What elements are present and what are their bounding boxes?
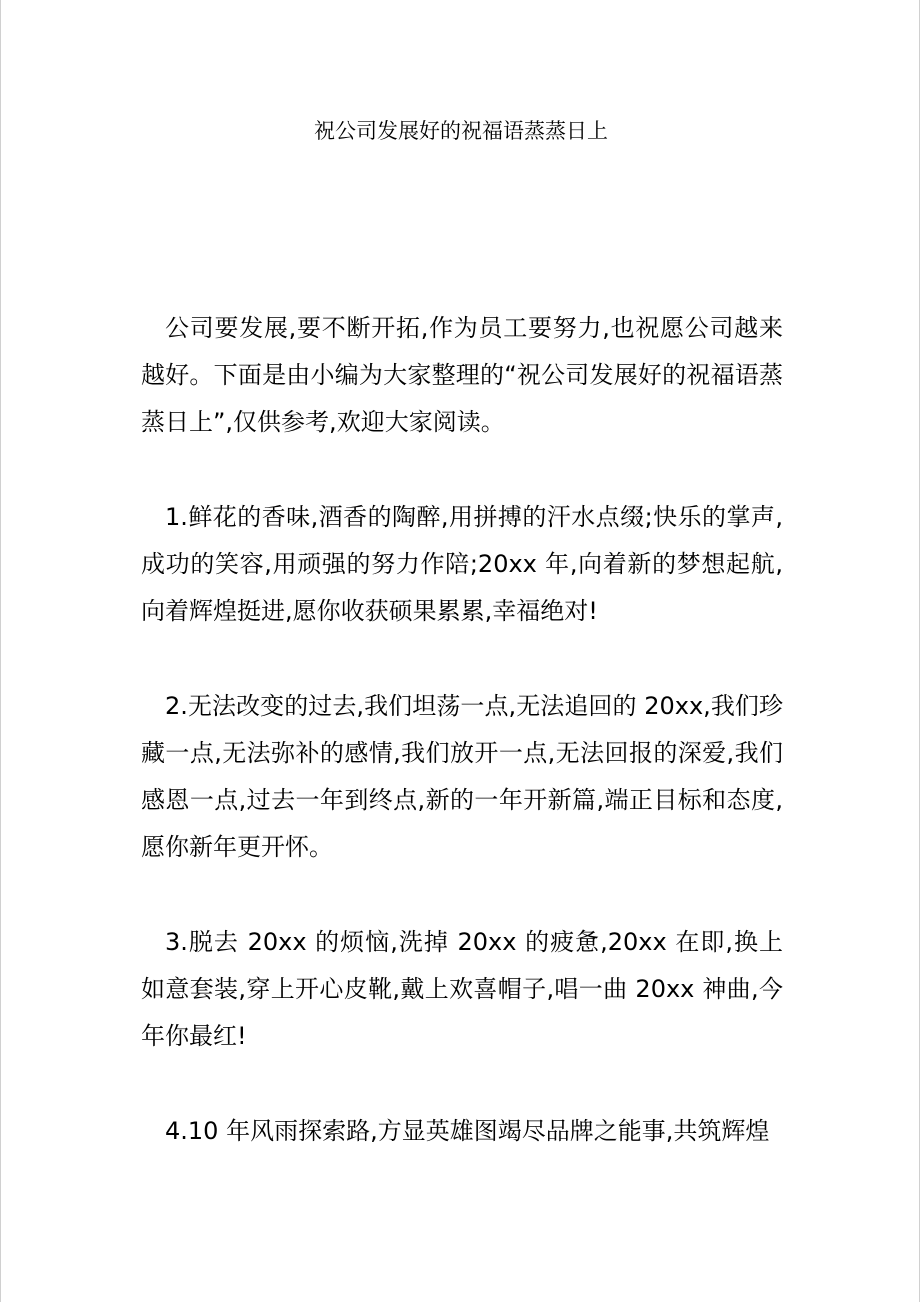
paragraph-wish-4: 4.10 年风雨探索路,方显英雄图竭尽品牌之能事,共筑辉煌	[165, 1117, 770, 1145]
paragraph-wish-1: 1.鲜花的香味,酒香的陶醉,用拼搏的汗水点缀;快乐的掌声,成功的笑容,用顽强的努力作陪;20xx 年,向着新的梦想起航,向着辉煌挺进,愿你收获硕果累累,幸福绝对!	[141, 503, 783, 625]
paragraph-wish-2: 2.无法改变的过去,我们坦荡一点,无法追回的 20xx,我们珍藏一点,无法弥补的感情,我们放开一点,无法回报的深爱,我们感恩一点,过去一年到终点,新的一年开新篇,端正目标和态度,愿你新年更开怀。	[141, 692, 783, 861]
paragraph-intro: 公司要发展,要不断开拓,作为员工要努力,也祝愿公司越来越好。下面是由小编为大家整理的“祝公司发展好的祝福语蒸蒸日上”,仅供参考,欢迎大家阅读。	[141, 314, 783, 436]
document-body	[141, 305, 783, 1203]
paragraph-wish-3: 3.脱去 20xx 的烦恼,洗掉 20xx 的疲惫,20xx 在即,换上如意套装,穿上开心皮靴,戴上欢喜帽子,唱一曲 20xx 神曲,今年你最红!	[141, 928, 783, 1050]
document-title: 祝公司发展好的祝福语蒸蒸日上	[314, 119, 608, 143]
